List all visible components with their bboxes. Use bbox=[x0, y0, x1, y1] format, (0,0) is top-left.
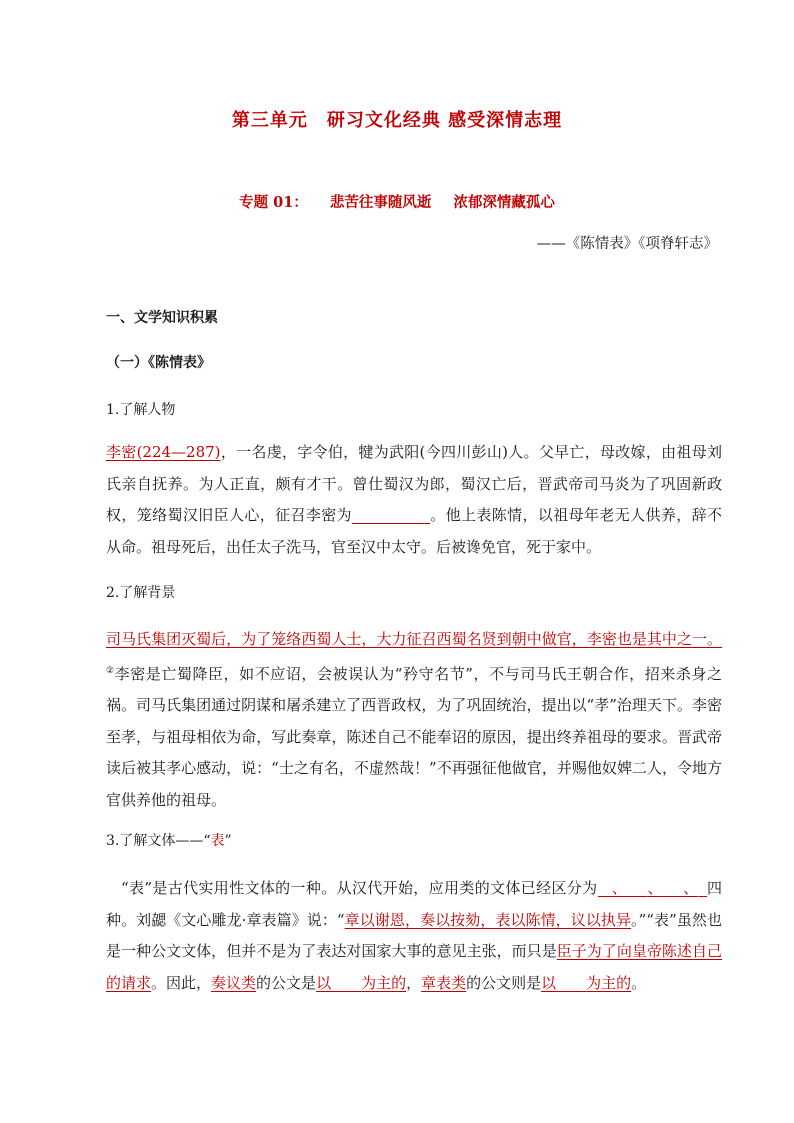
fill-blank[interactable] bbox=[627, 878, 647, 897]
fill-blank[interactable] bbox=[556, 973, 586, 992]
zhangbiao-label: 章表类 bbox=[421, 973, 467, 992]
item3-t6: ， bbox=[406, 973, 422, 992]
item1-heading: 1.了解人物 bbox=[106, 402, 176, 418]
topic-part2: 浓郁深情藏孤心 bbox=[453, 194, 555, 211]
item3-t8: 。 bbox=[631, 973, 647, 992]
item3-t4: 。因此， bbox=[151, 973, 212, 992]
item3-heading-prefix: 3.了解文体——“ bbox=[106, 833, 211, 849]
fill-blank[interactable] bbox=[598, 878, 612, 897]
fill-blank[interactable] bbox=[352, 505, 430, 524]
author-name: 李密(224—287) bbox=[106, 443, 221, 461]
separator: 、 bbox=[611, 879, 628, 897]
topic-title bbox=[0, 191, 794, 212]
item1-text2: 。他上表陈情，以祖母年老无人供养，辞不从命。祖母死后，出任太子洗马，官至汉中太守。后被谗免官，死于家中。 bbox=[106, 506, 722, 556]
topic-label: 专题 01： bbox=[239, 194, 308, 211]
wenxin-quote: 章以谢恩，奏以按劾，表以陈情，议以执异 bbox=[344, 910, 632, 929]
purpose-highlight: 臣子为了向皇帝陈述自己的请求 bbox=[106, 942, 722, 992]
item3-heading-suffix: ” bbox=[224, 833, 232, 849]
item3-t3: 。”“表”虽然也是一种公文文体，但并不是为了表达对国家大事的意见主张，而只是 bbox=[106, 910, 722, 960]
item3-paragraph bbox=[106, 873, 722, 999]
fill-blank[interactable] bbox=[663, 878, 683, 897]
subtitle: ——《陈情表》《项脊轩志》 bbox=[536, 236, 718, 252]
item2-heading: 2.了解背景 bbox=[106, 585, 176, 601]
zouyi-label: 奏议类 bbox=[211, 973, 257, 992]
subsection-heading: （一）《陈情表》 bbox=[106, 355, 211, 371]
item3-t5: 的公文是 bbox=[256, 973, 317, 992]
item3-t2: 四种。刘勰《文心雕龙·章表篇》说：“ bbox=[106, 879, 722, 929]
background-highlight: 司马氏集团灭蜀后，为了笼络西蜀人士，大力征召西蜀名贤到朝中做官，李密也是其中之一。 bbox=[106, 630, 722, 648]
footnote-marker: ② bbox=[106, 665, 115, 676]
wei-zhu-de: 为主的 bbox=[361, 973, 407, 992]
item1-text1: ，一名虔，字令伯，犍为武阳(今四川彭山)人。父早亡，母改嫁，由祖母刘氏亲自抚养。为人正直，颇有才干。曾仕蜀汉为郎，蜀汉亡后，晋武帝司马炎为了巩固新政权，笼络蜀汉旧臣人心，征召李密为 bbox=[106, 443, 722, 524]
separator: 、 bbox=[682, 879, 699, 897]
item1-paragraph bbox=[106, 437, 722, 563]
item3-t1: “表”是古代实用性文体的一种。从汉代开始，应用类的文体已经区分为 bbox=[121, 879, 598, 897]
item3-heading-red: 表 bbox=[210, 833, 225, 849]
wei-zhu-de: 为主的 bbox=[586, 973, 632, 992]
item3-t7: 的公文则是 bbox=[466, 973, 542, 992]
fill-blank[interactable] bbox=[699, 878, 707, 897]
yi-word: 以 bbox=[316, 973, 332, 992]
fill-blank[interactable] bbox=[331, 973, 361, 992]
yi-word: 以 bbox=[541, 973, 557, 992]
separator: 、 bbox=[647, 879, 663, 897]
item3-heading bbox=[106, 830, 232, 850]
topic-part1: 悲苦往事随风逝 bbox=[329, 194, 432, 211]
section-heading: 一、文学知识积累 bbox=[106, 310, 218, 326]
item2-text: 李密是亡蜀降臣，如不应诏，会被误认为“矜守名节”，不与司马氏王朝合作，招来杀身之祸。司马氏集团通过阴谋和屠杀建立了西晋政权，为了巩固统治，提出以“孝”治理天下。李密至孝，与祖母相依为命，写此奏章，陈述自己不能奉诏的原因，提出终养祖母的要求。晋武帝读后被其孝心感动，说：“士之有名，不虚然哉！”不再强征他做官，并赐他奴婢二人，令地方官供养他的祖母。 bbox=[106, 664, 722, 809]
unit-title: 第三单元 研习文化经典 感受深情志理 bbox=[231, 110, 563, 131]
item2-paragraph bbox=[106, 624, 722, 816]
